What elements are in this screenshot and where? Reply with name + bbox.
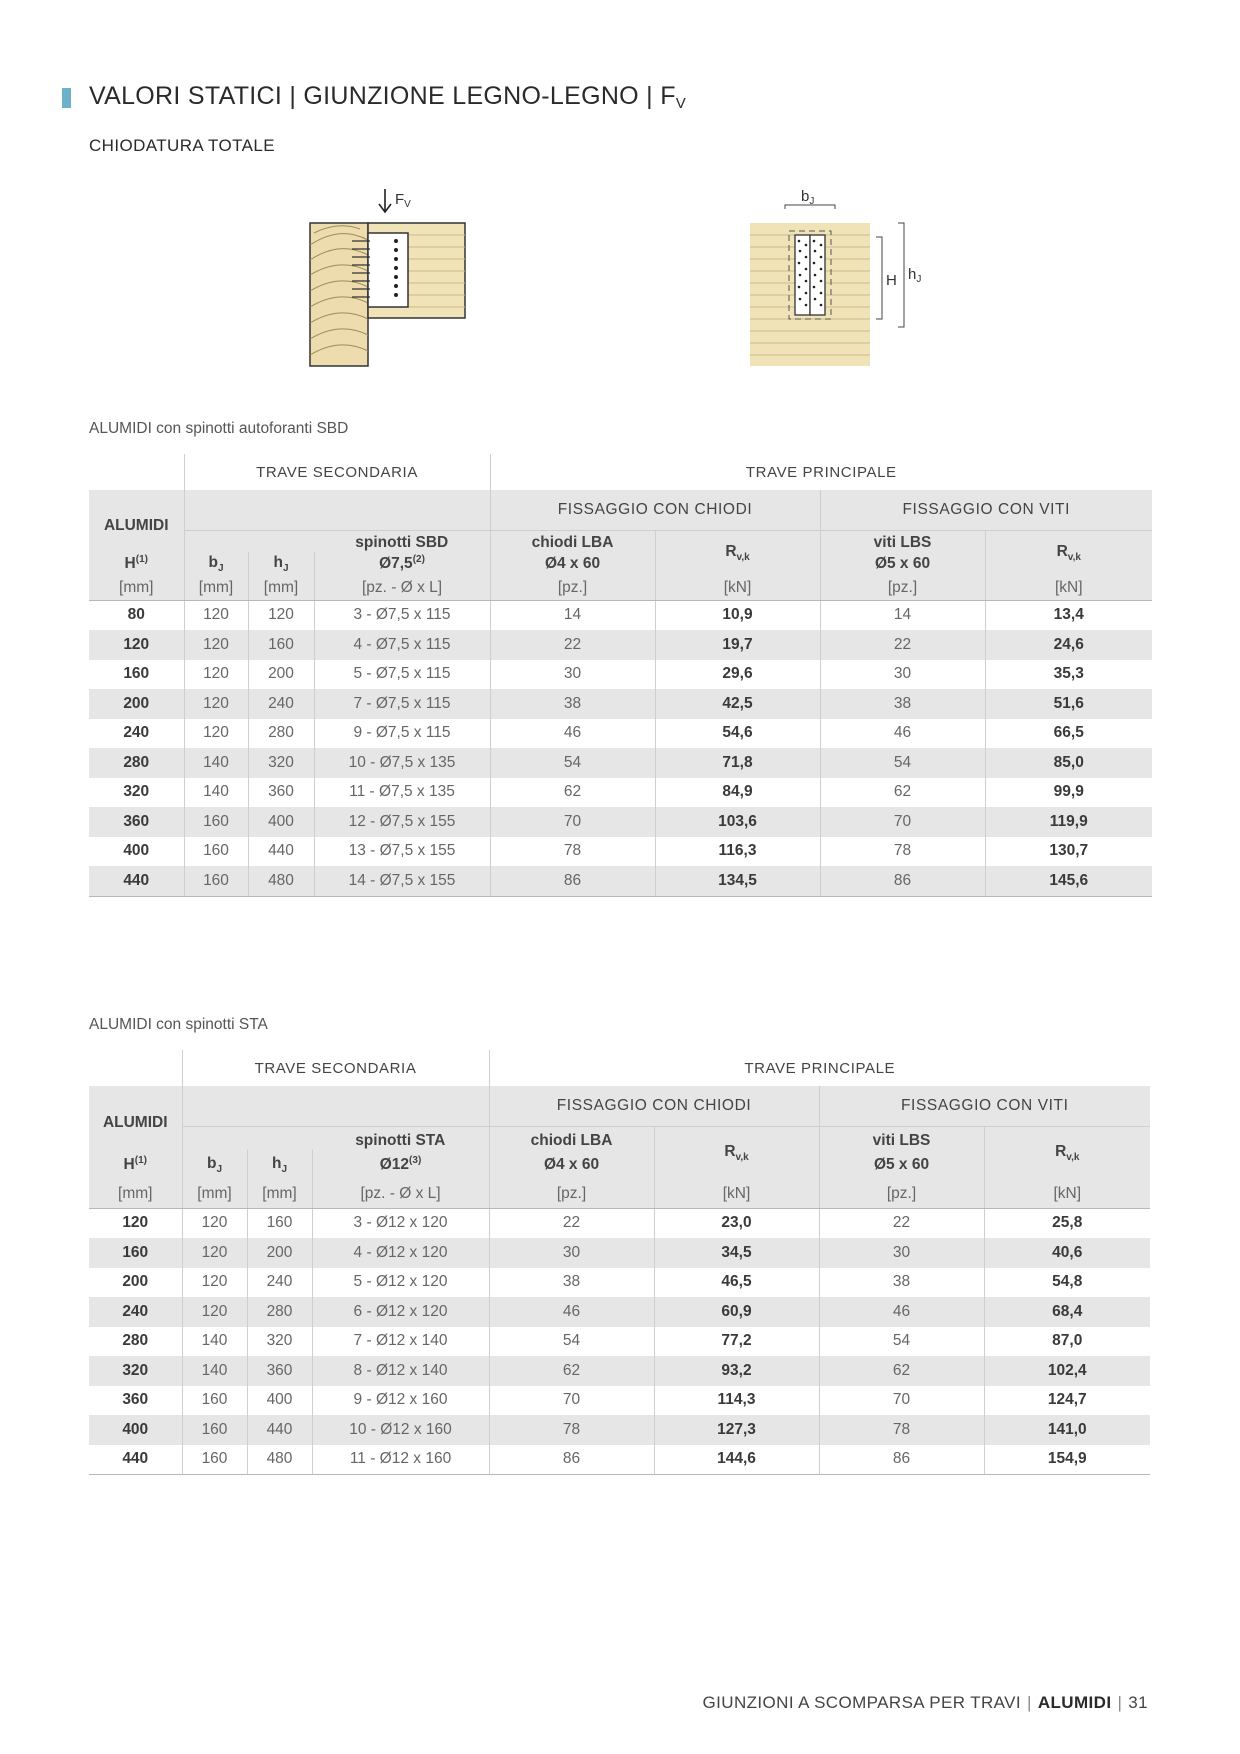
table-cell: 7 - Ø7,5 x 115 — [314, 689, 490, 719]
table-cell: 78 — [820, 837, 985, 867]
unit-cell: [mm] — [89, 1180, 182, 1208]
table-cell: 13 - Ø7,5 x 155 — [314, 837, 490, 867]
unit-cell: [kN] — [984, 1180, 1150, 1208]
table-cell: 11 - Ø12 x 160 — [312, 1445, 489, 1475]
table-cell: 480 — [248, 866, 314, 896]
table-cell: 120 — [89, 630, 184, 660]
col-nails-line1: chiodi LBA — [489, 1126, 654, 1150]
table-cell: 120 — [182, 1208, 247, 1238]
table-cell: 71,8 — [655, 748, 820, 778]
table-cell: 280 — [89, 748, 184, 778]
table-cell: 9 - Ø7,5 x 115 — [314, 719, 490, 749]
unit-cell: [kN] — [985, 576, 1152, 600]
col-h: $H^{(1)}$ — [89, 552, 184, 576]
table-cell: 3 - Ø7,5 x 115 — [314, 600, 490, 630]
table-cell: 440 — [89, 866, 184, 896]
table-cell: 120 — [248, 600, 314, 630]
table-row — [89, 1297, 1150, 1327]
table-cell: 120 — [184, 689, 248, 719]
fissaggio-viti-header: FISSAGGIO CON VITI — [820, 490, 1152, 530]
table-cell: 103,6 — [655, 807, 820, 837]
table-cell: 160 — [182, 1415, 247, 1445]
table-cell: 78 — [819, 1415, 984, 1445]
table-cell: 99,9 — [1053, 783, 1084, 801]
hj-label: $h_J$ — [908, 266, 922, 285]
table-cell: 160 — [247, 1208, 312, 1238]
force-label: $F_V$ — [395, 191, 411, 210]
col-nails-line2: Ø4 x 60 — [490, 552, 655, 576]
table-cell: 30 — [820, 660, 985, 690]
table-cell: 120 — [182, 1297, 247, 1327]
table-cell: 360 — [248, 778, 314, 808]
table-row — [89, 1238, 1150, 1268]
table-cell: 130,7 — [1049, 842, 1089, 860]
table-cell: 10,9 — [655, 600, 820, 630]
table-row — [89, 660, 1152, 690]
table-cell: 66,5 — [1053, 724, 1084, 742]
table-cell: 320 — [248, 748, 314, 778]
col-pins-line1: spinotti STA — [312, 1126, 489, 1150]
fissaggio-chiodi-header: FISSAGGIO CON CHIODI — [489, 1086, 819, 1126]
table-cell: 7 - Ø12 x 140 — [312, 1327, 489, 1357]
table-cell: 60,9 — [654, 1297, 819, 1327]
col-nails-line1: chiodi LBA — [490, 530, 655, 552]
table-row — [89, 689, 1152, 719]
unit-cell: [kN] — [654, 1180, 819, 1208]
col-rvk-screws: $R_{v,k}$ — [985, 530, 1152, 576]
trave-principale-header: TRAVE PRINCIPALE — [744, 1059, 896, 1077]
unit-cell: [pz.] — [819, 1180, 984, 1208]
col-rvk-nails: $R_{v,k}$ — [655, 530, 820, 576]
table1-sbd — [89, 454, 1152, 897]
table-cell: 480 — [247, 1445, 312, 1475]
col-pins-line1: spinotti SBD — [314, 530, 490, 552]
title-accent-bar — [62, 88, 71, 108]
table-cell: 145,6 — [985, 866, 1152, 896]
trave-secondaria-header: TRAVE SECONDARIA — [184, 454, 490, 490]
table-cell: 22 — [820, 630, 985, 660]
table-cell: 240 — [248, 689, 314, 719]
table-cell: 4 - Ø7,5 x 115 — [314, 630, 490, 660]
footer-product: ALUMIDI — [1037, 1693, 1112, 1712]
unit-cell: [mm] — [184, 576, 248, 600]
page-subtitle: CHIODATURA TOTALE — [89, 136, 275, 155]
table-cell: 14 — [820, 600, 985, 630]
table-row — [89, 630, 1152, 660]
table-cell: 5 - Ø12 x 120 — [312, 1268, 489, 1298]
table-cell: 10 - Ø7,5 x 135 — [314, 748, 490, 778]
page-number: 31 — [1128, 1693, 1148, 1712]
table-cell: 360 — [89, 807, 184, 837]
table-row — [89, 1386, 1150, 1416]
table-cell: 160 — [184, 837, 248, 867]
table-cell: 320 — [89, 778, 184, 808]
table-cell: 12 - Ø7,5 x 155 — [314, 807, 490, 837]
table-cell: 360 — [89, 1386, 182, 1416]
table-row — [89, 807, 1152, 837]
table-cell: 240 — [89, 719, 184, 749]
table-cell: 160 — [182, 1386, 247, 1416]
unit-cell: [pz. - Ø x L] — [314, 576, 490, 600]
col-rvk-screws: $R_{v,k}$ — [984, 1126, 1150, 1180]
table-cell: 4 - Ø12 x 120 — [312, 1238, 489, 1268]
table-cell: 6 - Ø12 x 120 — [312, 1297, 489, 1327]
col-h: $H^{(1)}$ — [89, 1150, 182, 1180]
table-cell: 40,6 — [984, 1238, 1150, 1268]
table-cell: 400 — [247, 1386, 312, 1416]
col-bj: $b_J$ — [182, 1150, 247, 1180]
table-cell: 93,2 — [654, 1356, 819, 1386]
col-nails-line2: Ø4 x 60 — [489, 1150, 654, 1180]
table-cell: 78 — [490, 837, 655, 867]
table-row — [89, 1327, 1150, 1357]
unit-cell: [mm] — [89, 576, 184, 600]
col-screws-line1: viti LBS — [820, 530, 985, 552]
table-cell: 38 — [819, 1268, 984, 1298]
table-cell: 25,8 — [1052, 1214, 1083, 1232]
table-cell: 360 — [247, 1356, 312, 1386]
table-cell: 23,0 — [654, 1208, 819, 1238]
table-cell: 140 — [182, 1356, 247, 1386]
table-cell: 84,9 — [655, 778, 820, 808]
table-cell: 86 — [489, 1445, 654, 1475]
table-row — [89, 1208, 1150, 1238]
table-cell: 51,6 — [985, 689, 1152, 719]
alumidi-header: ALUMIDI — [89, 490, 184, 552]
table-row — [89, 748, 1152, 778]
footer-section: GIUNZIONI A SCOMPARSA PER TRAVI — [702, 1693, 1021, 1712]
table-row — [89, 600, 1152, 630]
table-cell: 54 — [819, 1327, 984, 1357]
table-cell: 54 — [820, 748, 985, 778]
table-cell: 9 - Ø12 x 160 — [312, 1386, 489, 1416]
table-cell: 141,0 — [984, 1415, 1150, 1445]
col-rvk-nails: $R_{v,k}$ — [654, 1126, 819, 1180]
table-cell: 46 — [819, 1297, 984, 1327]
unit-cell: [pz.] — [489, 1180, 654, 1208]
table-cell: 3 - Ø12 x 120 — [312, 1208, 489, 1238]
table-cell: 86 — [820, 866, 985, 896]
table-cell: 200 — [247, 1238, 312, 1268]
table-cell: 240 — [247, 1268, 312, 1298]
table-cell: 22 — [490, 630, 655, 660]
table-cell: 8 - Ø12 x 140 — [312, 1356, 489, 1386]
table-cell: 140 — [182, 1327, 247, 1357]
col-screws-line2: Ø5 x 60 — [819, 1150, 984, 1180]
table-cell: 120 — [89, 1208, 182, 1238]
table-cell: 30 — [490, 660, 655, 690]
unit-cell: [mm] — [248, 576, 314, 600]
alumidi-header: ALUMIDI — [89, 1086, 182, 1150]
table-cell: 400 — [89, 1415, 182, 1445]
trave-secondaria-header: TRAVE SECONDARIA — [182, 1050, 489, 1086]
table-cell: 280 — [248, 719, 314, 749]
table-cell: 46 — [489, 1297, 654, 1327]
table-cell: 160 — [89, 660, 184, 690]
table-cell: 54,6 — [655, 719, 820, 749]
table-cell: 54 — [489, 1327, 654, 1357]
table-cell: 160 — [248, 630, 314, 660]
table-cell: 400 — [248, 807, 314, 837]
table-cell: 240 — [89, 1297, 182, 1327]
table-cell: 38 — [820, 689, 985, 719]
table-cell: 120 — [184, 660, 248, 690]
table-row — [89, 719, 1152, 749]
table-cell: 280 — [247, 1297, 312, 1327]
fissaggio-viti-header: FISSAGGIO CON VITI — [819, 1086, 1150, 1126]
table-cell: 160 — [89, 1238, 182, 1268]
table-cell: 62 — [820, 778, 985, 808]
table-cell: 38 — [489, 1268, 654, 1298]
table-cell: 320 — [247, 1327, 312, 1357]
table-row — [89, 1415, 1150, 1445]
table-cell: 134,5 — [655, 866, 820, 896]
joint-section-figure — [740, 185, 940, 370]
table-cell: 13,4 — [1053, 606, 1084, 624]
table-cell: 70 — [820, 807, 985, 837]
table-cell: 34,5 — [654, 1238, 819, 1268]
unit-cell: [kN] — [655, 576, 820, 600]
col-hj: $h_J$ — [247, 1150, 312, 1180]
table-cell: 10 - Ø12 x 160 — [312, 1415, 489, 1445]
table-cell: 200 — [89, 1268, 182, 1298]
table2-sta — [89, 1050, 1150, 1475]
table1-caption: ALUMIDI con spinotti autoforanti SBD — [89, 420, 349, 437]
table-cell: 46,5 — [654, 1268, 819, 1298]
table-cell: 46 — [820, 719, 985, 749]
table-cell: 22 — [819, 1208, 984, 1238]
table-cell: 70 — [489, 1386, 654, 1416]
unit-cell: [pz. - Ø x L] — [312, 1180, 489, 1208]
table-cell: 280 — [89, 1327, 182, 1357]
table-cell: 70 — [819, 1386, 984, 1416]
unit-cell: [pz.] — [820, 576, 985, 600]
table-cell: 38 — [490, 689, 655, 719]
table-cell: 11 - Ø7,5 x 135 — [314, 778, 490, 808]
table-cell: 200 — [248, 660, 314, 690]
table-cell: 86 — [490, 866, 655, 896]
table-cell: 29,6 — [655, 660, 820, 690]
table-cell: 400 — [89, 837, 184, 867]
table-cell: 14 — [490, 600, 655, 630]
unit-cell: [mm] — [247, 1180, 312, 1208]
table-cell: 22 — [489, 1208, 654, 1238]
table-cell: 62 — [819, 1356, 984, 1386]
fissaggio-chiodi-header: FISSAGGIO CON CHIODI — [490, 490, 820, 530]
table-cell: 140 — [184, 778, 248, 808]
table-cell: 46 — [490, 719, 655, 749]
table-cell: 440 — [89, 1445, 182, 1475]
table-cell: 144,6 — [654, 1445, 819, 1475]
table-cell: 440 — [247, 1415, 312, 1445]
table-row — [89, 1356, 1150, 1386]
table-cell: 140 — [184, 748, 248, 778]
table-row — [89, 866, 1152, 896]
table-cell: 160 — [182, 1445, 247, 1475]
table-cell: 70 — [490, 807, 655, 837]
unit-cell: [pz.] — [490, 576, 655, 600]
col-screws-line1: viti LBS — [819, 1126, 984, 1150]
table-cell: 62 — [489, 1356, 654, 1386]
page-title: VALORI STATICI | GIUNZIONE LEGNO-LEGNO | $F_V$ — [89, 82, 687, 112]
table-cell: 114,3 — [654, 1386, 819, 1416]
table-cell: 68,4 — [984, 1297, 1150, 1327]
col-pins-line2: Ø12$^{(3)}$ — [312, 1150, 489, 1180]
trave-principale-header: TRAVE PRINCIPALE — [745, 463, 897, 481]
table-cell: 120 — [184, 630, 248, 660]
table-row — [89, 1445, 1150, 1475]
table-cell: 30 — [819, 1238, 984, 1268]
bj-label: $b_J$ — [801, 188, 815, 207]
table-cell: 80 — [89, 600, 184, 630]
table-cell: 119,9 — [985, 807, 1152, 837]
table-cell: 30 — [489, 1238, 654, 1268]
table-cell: 127,3 — [654, 1415, 819, 1445]
table-cell: 35,3 — [1053, 665, 1084, 683]
table-cell: 78 — [489, 1415, 654, 1445]
table-cell: 42,5 — [655, 689, 820, 719]
table-cell: 54 — [490, 748, 655, 778]
joint-side-view-figure — [300, 185, 470, 370]
h-label: H — [886, 272, 897, 289]
table-cell: 120 — [184, 719, 248, 749]
col-screws-line2: Ø5 x 60 — [820, 552, 985, 576]
col-hj: $h_J$ — [248, 552, 314, 576]
table-cell: 120 — [184, 600, 248, 630]
table-cell: 77,2 — [654, 1327, 819, 1357]
table-row — [89, 778, 1152, 808]
table-row — [89, 1268, 1150, 1298]
table-cell: 86 — [819, 1445, 984, 1475]
table2-caption: ALUMIDI con spinotti STA — [89, 1016, 268, 1033]
table-row — [89, 837, 1152, 867]
table-cell: 54,8 — [1052, 1273, 1083, 1291]
table-cell: 102,4 — [984, 1356, 1150, 1386]
table-cell: 200 — [89, 689, 184, 719]
table-cell: 120 — [182, 1268, 247, 1298]
table-cell: 120 — [182, 1238, 247, 1268]
table-cell: 440 — [248, 837, 314, 867]
table-cell: 160 — [184, 866, 248, 896]
table-cell: 154,9 — [984, 1445, 1150, 1475]
table-cell: 5 - Ø7,5 x 115 — [314, 660, 490, 690]
table-cell: 87,0 — [1052, 1332, 1083, 1350]
table-cell: 19,7 — [655, 630, 820, 660]
page-footer: GIUNZIONI A SCOMPARSA PER TRAVI | ALUMIDI | 31 — [702, 1693, 1148, 1712]
table-cell: 320 — [89, 1356, 182, 1386]
table-cell: 160 — [184, 807, 248, 837]
table-cell: 85,0 — [985, 748, 1152, 778]
table-cell: 62 — [490, 778, 655, 808]
col-bj: $b_J$ — [184, 552, 248, 576]
table-cell: 116,3 — [655, 837, 820, 867]
table-cell: 24,6 — [985, 630, 1152, 660]
table-cell: 124,7 — [1047, 1391, 1087, 1409]
col-pins-line2: Ø7,5$^{(2)}$ — [314, 552, 490, 576]
unit-cell: [mm] — [182, 1180, 247, 1208]
table-cell: 14 - Ø7,5 x 155 — [314, 866, 490, 896]
